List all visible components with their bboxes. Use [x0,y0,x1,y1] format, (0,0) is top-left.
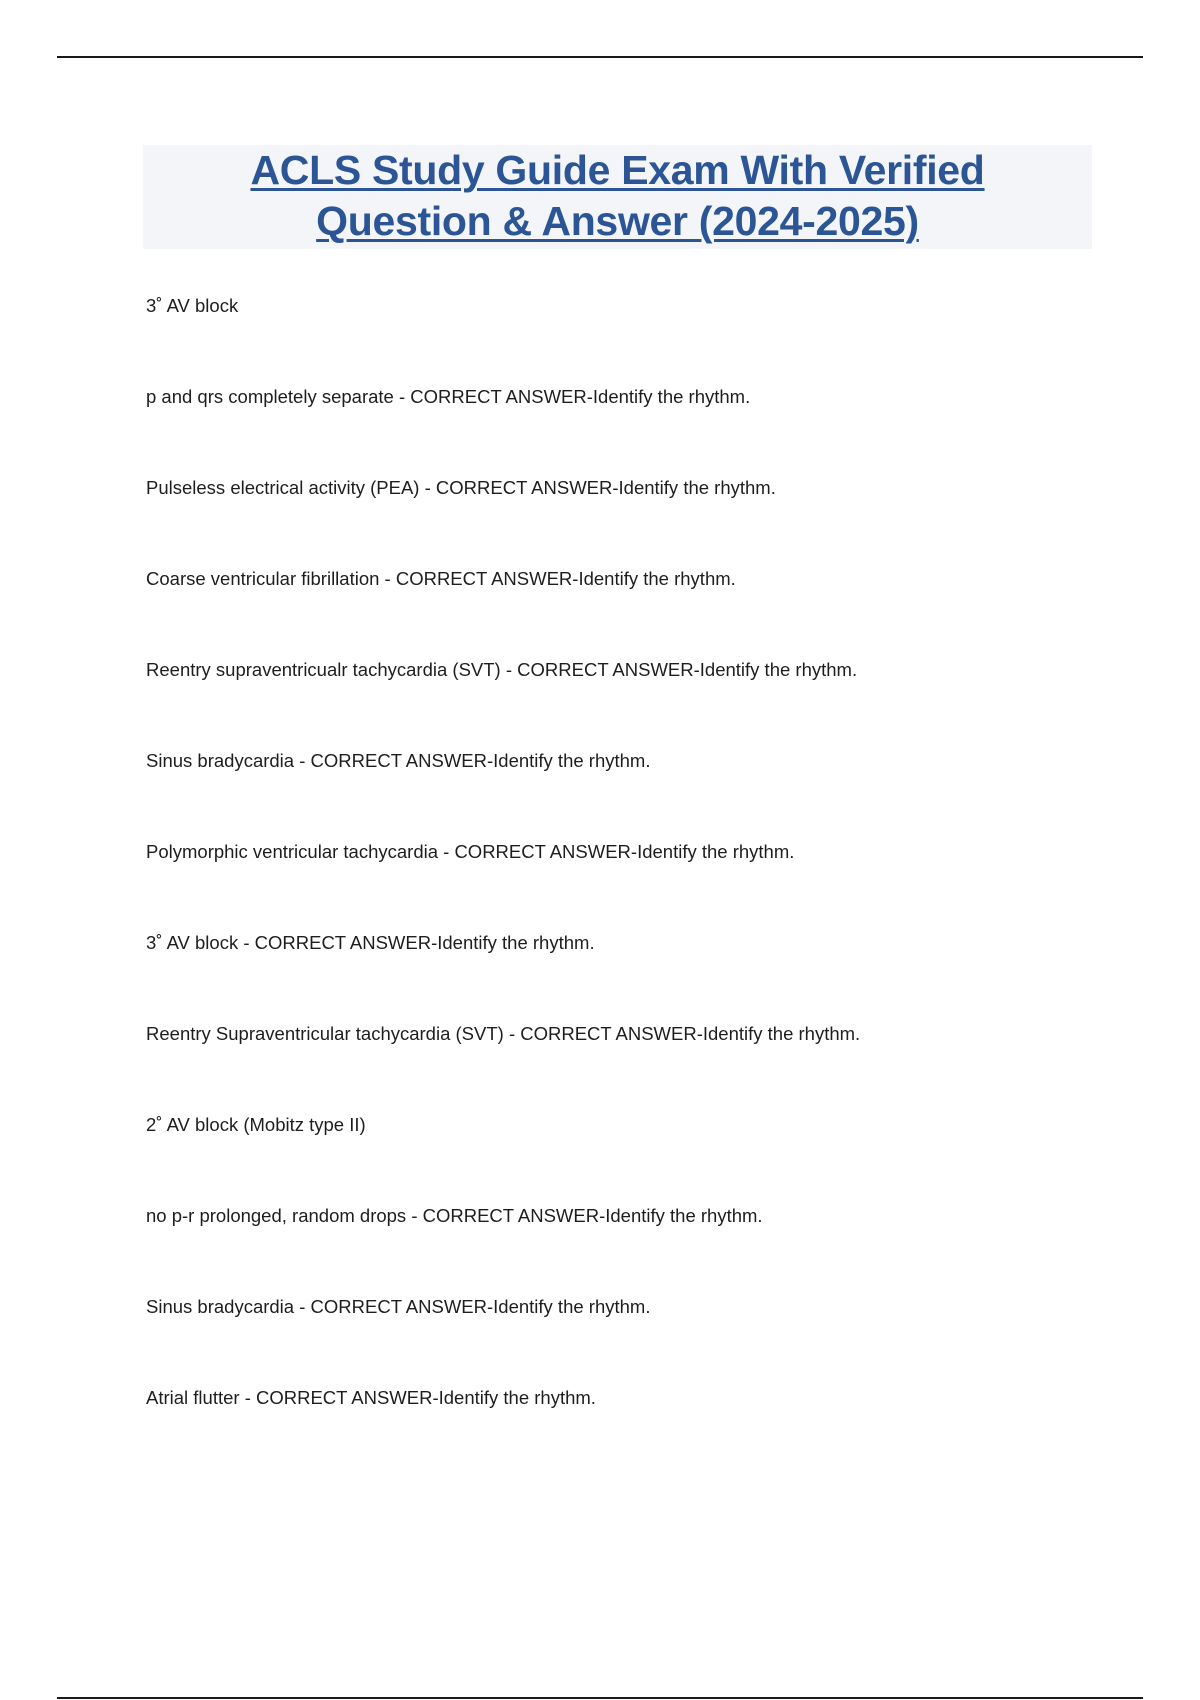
qa-entry: p and qrs completely separate - CORRECT ANSWER-Identify the rhythm. [146,386,751,407]
qa-entry: Coarse ventricular fibrillation - CORRECT ANSWER-Identify the rhythm. [146,568,736,589]
bottom-divider [57,1697,1143,1699]
qa-entry: 2˚ AV block (Mobitz type II) [146,1114,366,1135]
qa-entry-list [146,288,1126,1471]
qa-entry: 3˚ AV block [146,295,239,316]
qa-entry: Atrial flutter - CORRECT ANSWER-Identify the rhythm. [146,1387,596,1408]
document-title [143,145,1092,247]
qa-entry: Sinus bradycardia - CORRECT ANSWER-Identify the rhythm. [146,750,651,771]
title-line-2: Question & Answer (2024-2025) [316,198,919,244]
qa-entry: 3˚ AV block - CORRECT ANSWER-Identify the rhythm. [146,932,595,953]
qa-entry: Pulseless electrical activity (PEA) - CORRECT ANSWER-Identify the rhythm. [146,477,776,498]
qa-entry: Reentry Supraventricular tachycardia (SVT) - CORRECT ANSWER-Identify the rhythm. [146,1023,861,1044]
qa-entry: Sinus bradycardia - CORRECT ANSWER-Identify the rhythm. [146,1296,651,1317]
qa-entry: Polymorphic ventricular tachycardia - CORRECT ANSWER-Identify the rhythm. [146,841,795,862]
title-line-1: ACLS Study Guide Exam With Verified [250,147,985,193]
top-divider [57,56,1143,58]
qa-entry: Reentry supraventricualr tachycardia (SVT) - CORRECT ANSWER-Identify the rhythm. [146,659,858,680]
qa-entry: no p-r prolonged, random drops - CORRECT ANSWER-Identify the rhythm. [146,1205,763,1226]
